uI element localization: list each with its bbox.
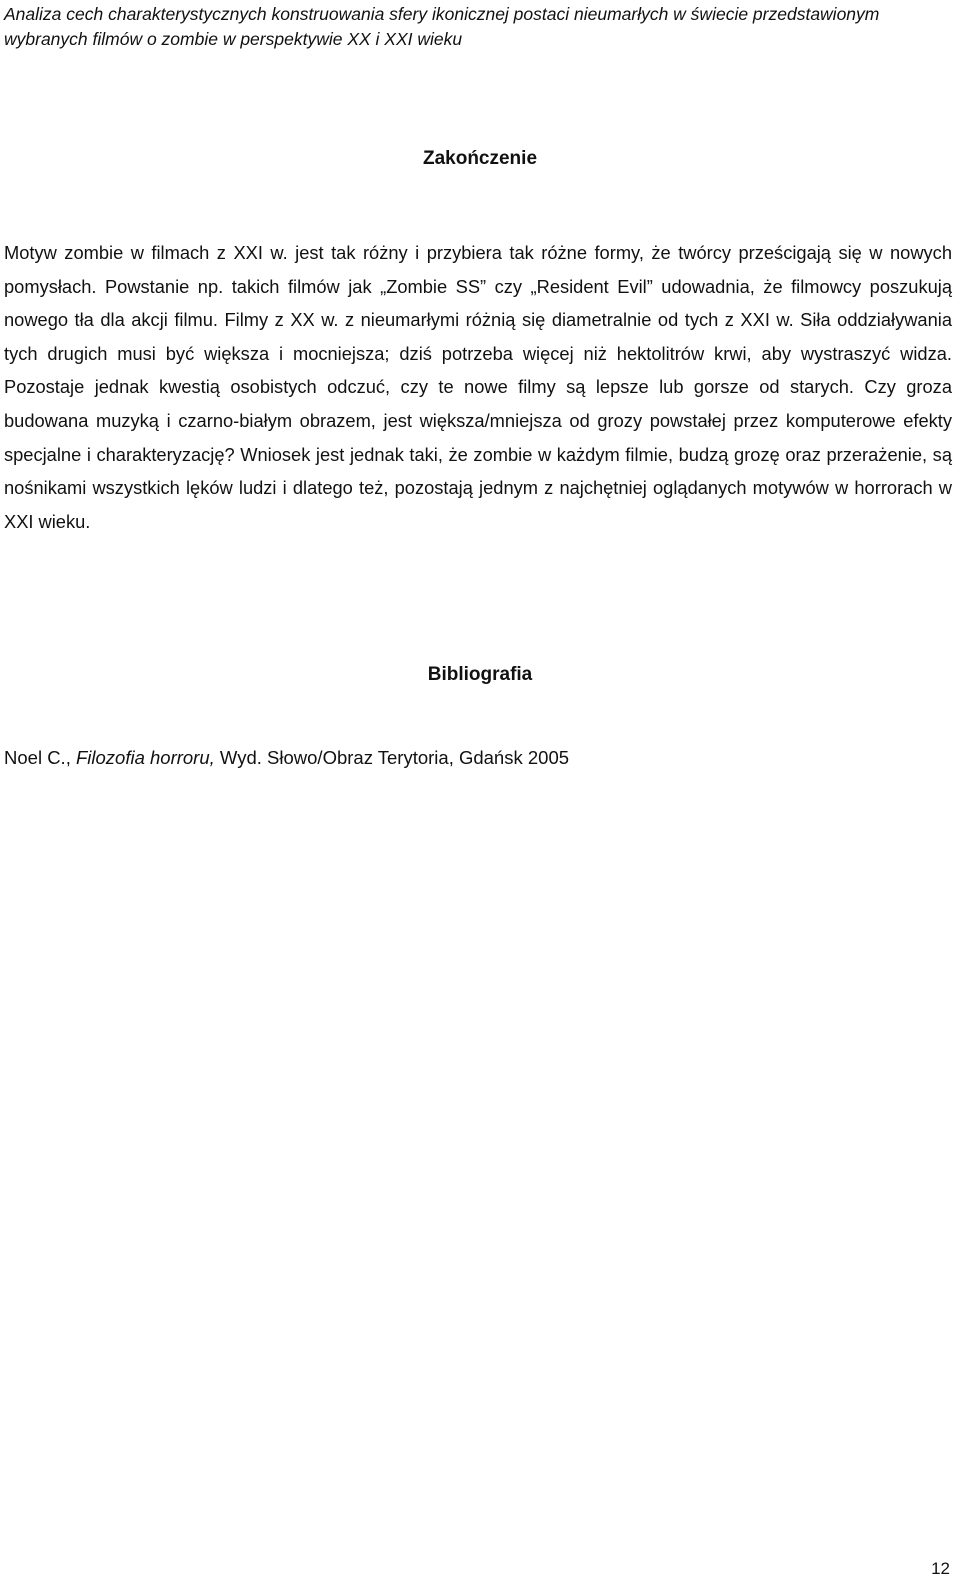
bib-publisher: Wyd. Słowo/Obraz Terytoria, Gdańsk 2005 <box>219 747 570 768</box>
conclusion-paragraph: Motyw zombie w filmach z XXI w. jest tak różny i przybiera tak różne formy, że twórcy prześcigają się w nowych pomysłach. Powstanie np. takich filmów jak „Zombie SS” czy „Resident Evil” udowadnia, że filmowcy poszukują nowego tła dla akcji filmu. Filmy z XX w. z nieumarłymi różnią się diametralnie od tych z XXI w. Siła oddziaływania tych drugich musi być większa i mocniejsza; dziś potrzeba więcej niż hektolitrów krwi, aby wystraszyć widza. Pozostaje jednak kwestią osobistych odczuć, czy te nowe filmy są lepsze lub gorsze od starych. Czy groza budowana muzyką i czarno-białym obrazem, jest większa/mniejsza od grozy powstałej przez komputerowe efekty specjalne i charakteryzację? Wniosek jest jednak taki, że zombie w każdym filmie, budzą grozę oraz przerażenie, są nośnikami wszystkich lęków ludzi i dlatego też, pozostają jednym z najchętniej oglądanych motywów w horrorach w XXI wieku. <box>4 242 952 532</box>
conclusion-heading: Zakończenie <box>422 148 538 169</box>
page-number: 12 <box>931 1559 950 1578</box>
bib-author: Noel C., <box>4 747 71 768</box>
bibliography-heading: Bibliografia <box>427 664 533 685</box>
bib-title: Filozofia horroru, <box>75 747 215 768</box>
running-header: Analiza cech charakterystycznych konstruowania sfery ikonicznej postaci nieumarłych w świecie przedstawionym wybranych filmów o zombie w perspektywie XX i XXI wieku <box>4 4 880 49</box>
bibliography-entry <box>4 745 952 771</box>
